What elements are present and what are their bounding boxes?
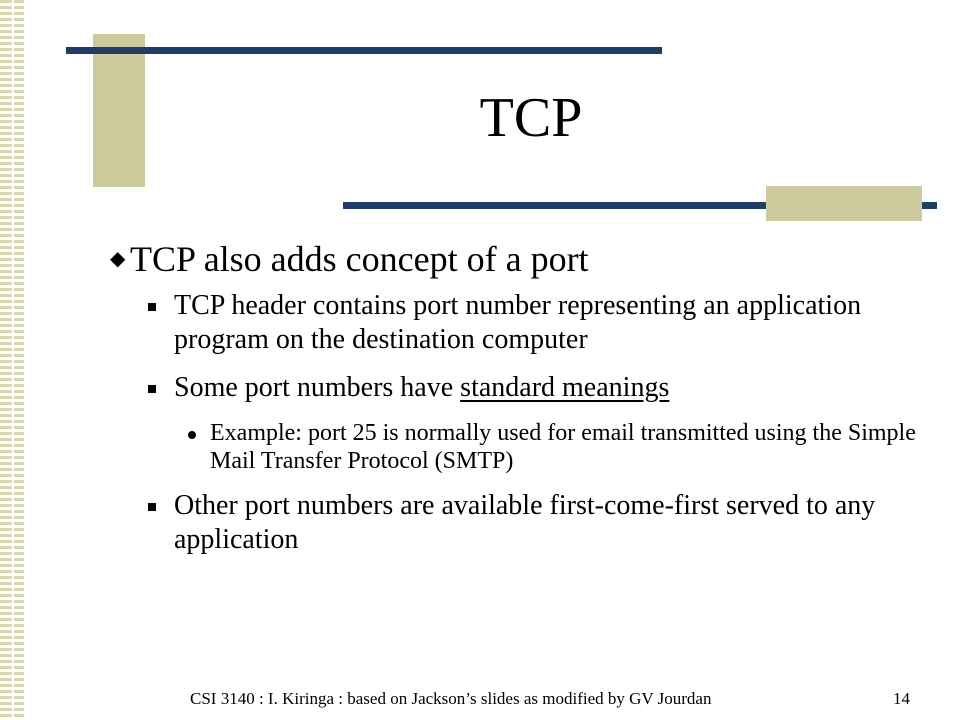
sub-bullet-3-text: Other port numbers are available first-come-first served to any application xyxy=(174,490,876,555)
sub-bullet-2-text: Some port numbers have xyxy=(174,372,461,403)
sub-bullet-1 xyxy=(110,289,930,357)
navy-rule-top xyxy=(66,47,662,54)
footer-credit: CSI 3140 : I. Kiringa : based on Jackson’s slides as modified by GV Jourdan xyxy=(190,689,712,708)
slide-body xyxy=(110,237,930,571)
standard-meanings-link[interactable]: standard meanings xyxy=(460,372,670,403)
sub-sub-bullet xyxy=(110,419,930,475)
main-bullet-text: TCP also adds concept of a port xyxy=(130,239,589,279)
square-bullet-icon xyxy=(148,385,156,393)
page-number: 14 xyxy=(893,689,910,708)
main-bullet xyxy=(110,237,930,281)
diamond-bullet-icon: ◆ xyxy=(110,248,126,270)
square-bullet-icon xyxy=(148,503,156,511)
square-bullet-icon xyxy=(148,303,156,311)
round-bullet-icon xyxy=(188,431,196,439)
tan-block-right xyxy=(766,186,922,221)
slide-footer xyxy=(0,689,960,713)
sub-bullet-2 xyxy=(110,371,930,405)
sub-bullet-1-text: TCP header contains port number representing an application program on the destination computer xyxy=(174,290,862,355)
sub-sub-bullet-text: Example: port 25 is normally used for email transmitted using the Simple Mail Transfer Protocol (SMTP) xyxy=(210,420,916,474)
slide-title: TCP xyxy=(479,87,583,149)
sub-bullet-3 xyxy=(110,489,930,557)
